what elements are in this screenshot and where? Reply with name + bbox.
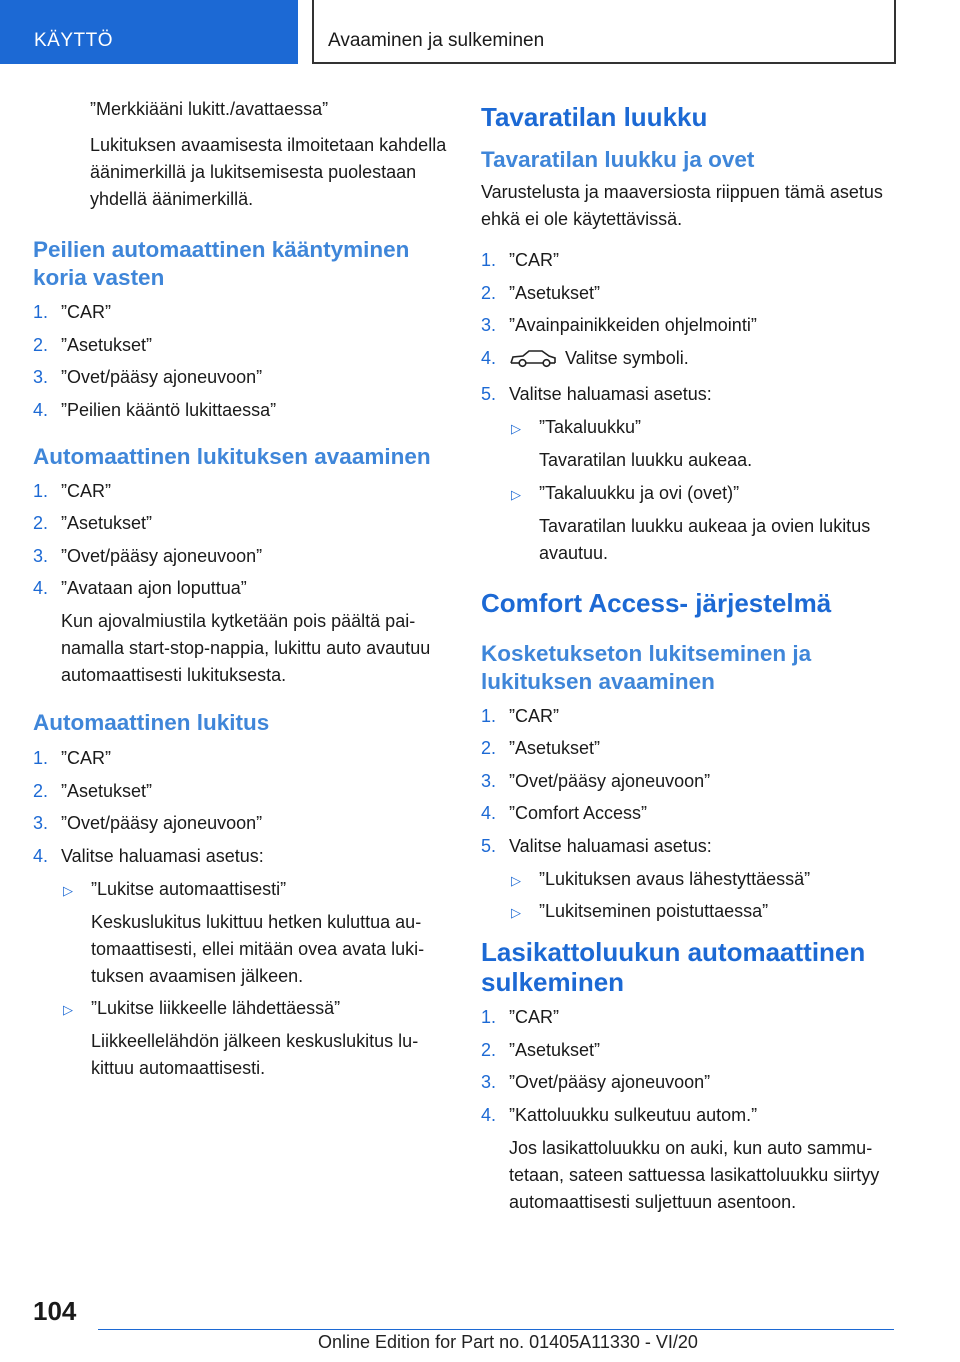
step-number: 5.	[481, 384, 497, 404]
page-number: 104	[33, 1296, 77, 1326]
auto-lock-steps	[33, 745, 453, 1082]
step-text: ”Asetukset”	[509, 738, 601, 758]
step-number: 1.	[481, 705, 497, 726]
list-item	[33, 810, 453, 837]
step-text: Valitse haluamasi asetus:	[61, 845, 264, 866]
list-item	[481, 1069, 906, 1096]
triangle-right-icon: ▷	[511, 872, 521, 888]
step-number: 1.	[481, 1007, 497, 1027]
step-number: 3.	[33, 367, 49, 387]
step-text: ”Asetukset”	[61, 780, 153, 801]
list-item	[481, 381, 906, 567]
right-column	[481, 96, 906, 1221]
triangle-right-icon: ▷	[63, 1002, 73, 1017]
step-text: ”Avataan ajon loputtua”	[61, 578, 247, 598]
step-number: 1.	[33, 302, 49, 322]
footer-divider	[98, 1329, 894, 1330]
chapter-title: Avaaminen ja sulkeminen	[312, 0, 896, 64]
tailgate-heading: Tavaratilan luukku	[481, 102, 708, 132]
step-number: 4.	[481, 803, 497, 823]
step-number: 2.	[33, 780, 49, 801]
step-text: ”Ovet/pääsy ajoneuvoon”	[61, 367, 263, 387]
step-text: ”Comfort Access”	[509, 803, 648, 823]
list-item	[33, 332, 453, 359]
step-number: 1.	[33, 480, 49, 501]
list-item	[33, 778, 453, 805]
mirrors-steps	[33, 299, 453, 424]
step-text: ”Asetukset”	[61, 334, 153, 355]
list-item	[481, 768, 906, 795]
step-text: ”Asetukset”	[61, 513, 153, 533]
step-description: Kun ajovalmiustila kytketään pois päältä painamalla start-stop-nappia, lukittu auto avautuu automaattisesti lukituksesta.	[61, 611, 431, 685]
auto-lock-heading: Automaattinen lukitus	[33, 710, 270, 735]
step-text: ”Peilien kääntö lukittaessa”	[61, 399, 277, 420]
option-item	[509, 866, 906, 893]
option-item	[61, 876, 453, 990]
step-text: ”CAR”	[509, 1007, 559, 1027]
step-number: 3.	[481, 315, 497, 335]
list-item	[481, 1102, 906, 1216]
option-label: ”Takaluukku”	[539, 417, 642, 437]
option-description: Tavaratilan luukku aukeaa ja ovien lukitus avautuu.	[539, 515, 871, 563]
option-list	[509, 414, 906, 567]
triangle-right-icon: ▷	[511, 905, 521, 920]
intro-option-label: ”Merkkiääni lukitt./avattaessa”	[90, 99, 329, 119]
step-number: 4.	[481, 1104, 497, 1125]
auto-unlock-steps	[33, 478, 453, 690]
option-description: Tavaratilan luukku aukeaa.	[539, 450, 753, 470]
step-number: 2.	[33, 513, 49, 533]
tailgate-subheading: Tavaratilan luukku ja ovet	[481, 147, 755, 172]
option-item	[509, 480, 906, 567]
list-item	[33, 299, 453, 326]
step-text: ”Asetukset”	[509, 282, 601, 303]
step-text: ”Ovet/pääsy ajoneuvoon”	[61, 813, 263, 833]
step-number: 3.	[33, 813, 49, 833]
step-text: Valitse symboli.	[565, 347, 689, 368]
option-list	[509, 866, 906, 926]
footer-edition: Online Edition for Part no. 01405A11330 - VI/20	[318, 1332, 698, 1352]
comfort-access-heading: Comfort Access- järjestelmä	[481, 587, 832, 618]
option-label: ”Lukitse automaattisesti”	[91, 878, 287, 899]
section-tab: KÄYTTÖ	[0, 0, 298, 64]
list-item	[33, 478, 453, 505]
list-item	[481, 280, 906, 307]
list-item	[33, 843, 453, 1083]
option-label: ”Lukitseminen poistuttaessa”	[539, 901, 769, 921]
step-number: 4.	[33, 578, 49, 598]
step-number: 2.	[481, 1039, 497, 1060]
step-text: ”CAR”	[509, 705, 559, 726]
list-item	[33, 543, 453, 570]
option-item	[509, 414, 906, 474]
list-item	[481, 1037, 906, 1064]
intro-option-desc: Lukituksen avaamisesta ilmoitetaan kahdella äänimerkillä ja lukitsemisesta puolestaan yhdellä äänimerkillä.	[90, 135, 447, 209]
step-description: Jos lasikattoluukku on auki, kun auto sammutetaan, sateen sattuessa lasikattoluukku siirtyy automaattisesti suljettuun asentoon.	[509, 1137, 880, 1212]
step-text: ”Ovet/pääsy ajoneuvoon”	[509, 1072, 711, 1092]
step-number: 2.	[481, 738, 497, 758]
tailgate-steps	[481, 247, 906, 567]
option-item	[61, 995, 453, 1082]
list-item	[33, 510, 453, 537]
sunroof-heading: Lasikattoluukun automaattinen sulkeminen	[481, 937, 866, 997]
list-item	[481, 312, 906, 339]
auto-unlock-heading: Automaattinen lukituksen avaaminen	[33, 443, 431, 469]
option-description: Liikkeellelähdön jälkeen keskuslukitus lukittuu automaattisesti.	[91, 1031, 419, 1078]
step-number: 4.	[481, 347, 497, 368]
left-column	[33, 96, 453, 1088]
list-item	[33, 397, 453, 424]
triangle-right-icon: ▷	[511, 421, 521, 436]
list-item	[481, 800, 906, 827]
comfort-access-steps	[481, 703, 906, 926]
option-list	[61, 876, 453, 1083]
step-text: ”CAR”	[61, 480, 111, 501]
list-item	[481, 703, 906, 730]
option-item	[509, 898, 906, 925]
step-number: 1.	[481, 250, 497, 270]
step-text: ”CAR”	[509, 250, 559, 270]
list-item	[33, 745, 453, 772]
tailgate-intro: Varustelusta ja maaversiosta riippuen tämä asetus ehkä ei ole käytettävissä.	[481, 182, 883, 229]
step-number: 3.	[481, 1072, 497, 1092]
list-item	[33, 364, 453, 391]
step-text: ”Kattoluukku sulkeutuu autom.”	[509, 1104, 758, 1125]
step-number: 4.	[33, 399, 49, 420]
list-item	[481, 247, 906, 274]
step-text: ”CAR”	[61, 302, 111, 322]
step-number: 5.	[481, 835, 497, 856]
list-item	[33, 575, 453, 689]
option-label: ”Lukituksen avaus lähestyttäessä”	[539, 868, 811, 889]
step-number: 2.	[481, 282, 497, 303]
step-number: 3.	[481, 770, 497, 791]
step-text: Valitse haluamasi asetus:	[509, 384, 712, 404]
step-number: 4.	[33, 845, 49, 866]
option-description: Keskuslukitus lukittuu hetken kuluttua automaattisesti, ellei mitään ovea avata lukituksen avaamisen jälkeen.	[91, 911, 425, 986]
option-label: ”Lukitse liikkeelle lähdettäessä”	[91, 998, 341, 1018]
step-number: 1.	[33, 748, 49, 768]
list-item	[481, 735, 906, 762]
step-number: 3.	[33, 545, 49, 566]
comfort-access-subheading: Kosketukseton lukitseminen ja lukituksen avaaminen	[481, 640, 812, 694]
triangle-right-icon: ▷	[63, 882, 73, 898]
list-item	[481, 345, 906, 376]
step-text: ”Asetukset”	[509, 1039, 601, 1060]
mirrors-heading: Peilien automaattinen kääntyminen koria vasten	[33, 237, 410, 290]
car-icon	[509, 348, 557, 376]
list-item	[481, 833, 906, 926]
step-text: Valitse haluamasi asetus:	[509, 835, 712, 856]
step-text: ”Ovet/pääsy ajoneuvoon”	[509, 770, 711, 791]
step-text: ”Ovet/pääsy ajoneuvoon”	[61, 545, 263, 566]
step-text: ”Avainpainikkeiden ohjelmointi”	[509, 315, 757, 335]
triangle-right-icon: ▷	[511, 486, 521, 502]
step-number: 2.	[33, 334, 49, 355]
option-label: ”Takaluukku ja ovi (ovet)”	[539, 482, 740, 503]
sunroof-steps	[481, 1004, 906, 1216]
step-text: ”CAR”	[61, 748, 111, 768]
list-item	[481, 1004, 906, 1031]
